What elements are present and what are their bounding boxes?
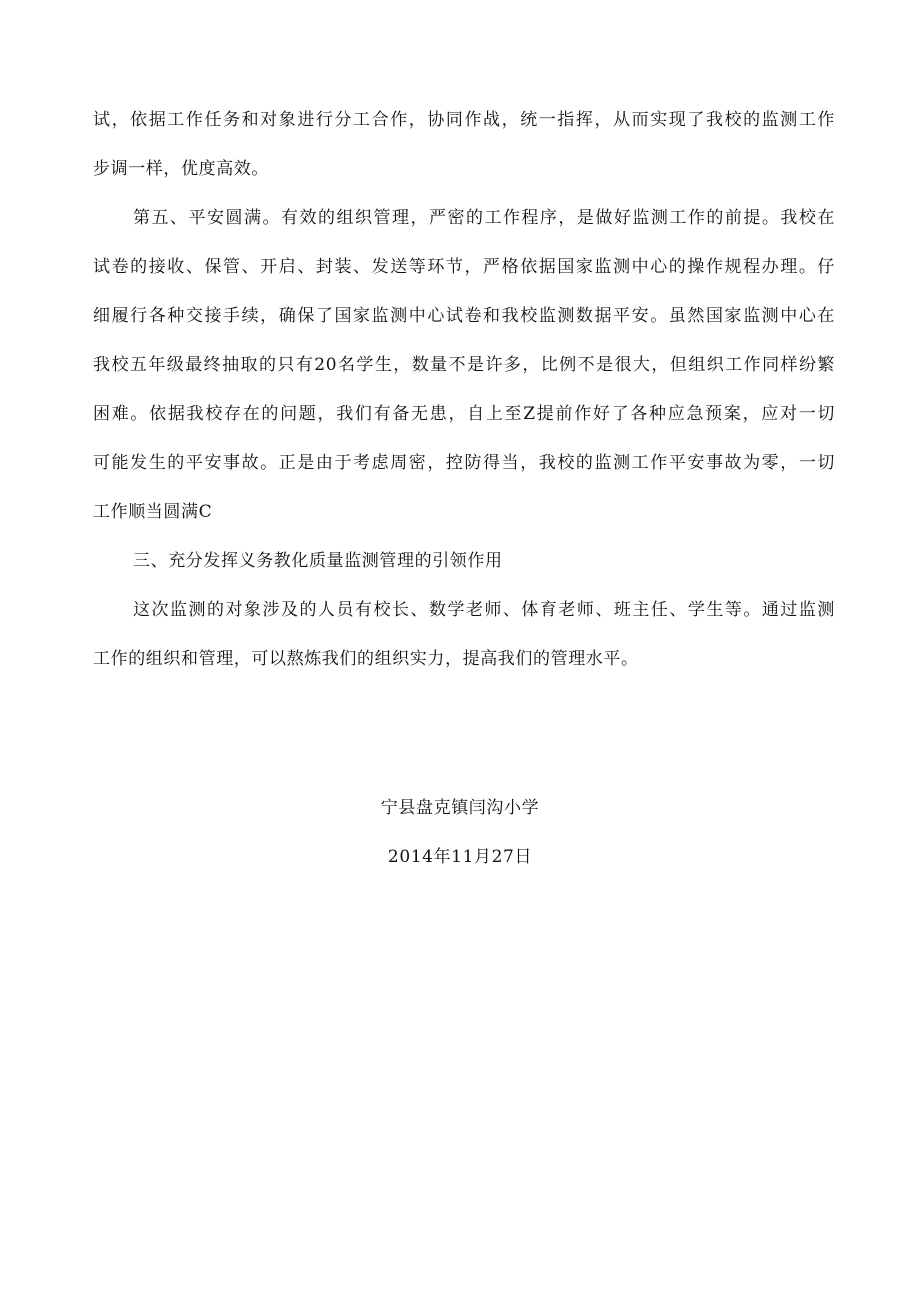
school-name: 宁县盘克镇闫沟小学 — [380, 798, 540, 818]
paragraph-line: 困难。依据我校存在的问题，我们有备无患，自上至Z提前作好了各种应急预案，应对一切 — [93, 404, 835, 424]
paragraph-line: 这次监测的对象涉及的人员有校长、数学老师、体育老师、班主任、学生等。通过监测 — [133, 600, 835, 620]
paragraph-line: 我校五年级最终抽取的只有20名学生，数量不是许多，比例不是很大，但组织工作同样纷繁 — [93, 355, 835, 375]
document-date: 2014年11月27日 — [387, 847, 533, 867]
paragraph-line: 试，依据工作任务和对象进行分工合作，协同作战，统一指挥，从而实现了我校的监测工作 — [93, 110, 835, 130]
paragraph-line: 试卷的接收、保管、开启、封装、发送等环节，严格依据国家监测中心的操作规程办理。仔 — [93, 257, 835, 277]
paragraph-line: 细履行各种交接手续，确保了国家监测中心试卷和我校监测数据平安。虽然国家监测中心在 — [93, 306, 835, 326]
paragraph-line: 第五、平安圆满。有效的组织管理，严密的工作程序，是做好监测工作的前提。我校在 — [133, 208, 835, 228]
paragraph-line: 工作顺当圆满C — [93, 502, 213, 522]
section-heading: 三、充分发挥义务教化质量监测管理的引领作用 — [133, 551, 503, 571]
paragraph-line: 步调一样，优度高效。 — [93, 159, 269, 179]
paragraph-line: 可能发生的平安事故。正是由于考虑周密，控防得当，我校的监测工作平安事故为零，一切 — [93, 453, 835, 473]
paragraph-line: 工作的组织和管理，可以熬炼我们的组织实力，提高我们的管理水平。 — [93, 649, 639, 669]
